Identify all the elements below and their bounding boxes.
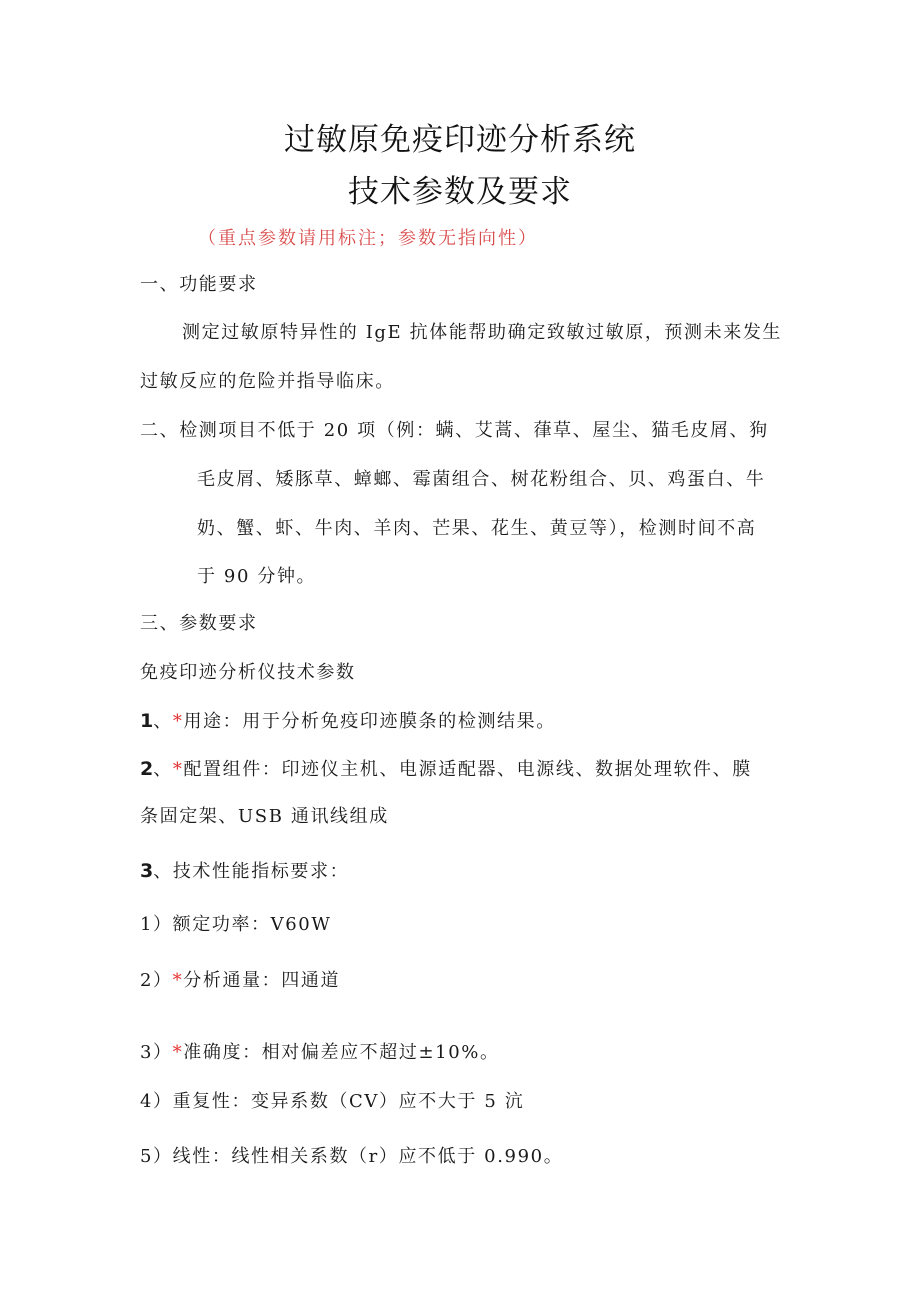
spec5-text: 线性：线性相关系数（r）应不低于 0.990。 xyxy=(172,1146,564,1167)
key-param-star: * xyxy=(172,711,184,732)
spec4-text: 重复性：变异系数（CV）应不大于 5 沆 xyxy=(172,1091,525,1112)
spec-row-2 xyxy=(140,967,340,995)
item2-row xyxy=(140,755,752,784)
spec2-prefix: 2） xyxy=(140,970,173,991)
item3-number: 3 xyxy=(140,860,154,882)
spec3-text: 准确度：相对偏差应不超过±10%。 xyxy=(183,1042,500,1063)
item1-number: 1 xyxy=(140,710,154,732)
item2-text: 配置组件：印迹仪主机、电源适配器、电源线、数据处理软件、膜 xyxy=(183,759,752,780)
spec-row-4 xyxy=(140,1088,524,1116)
section3-subheading: 免疫印迹分析仪技术参数 xyxy=(140,662,356,683)
spec1-text: 额定功率：V60W xyxy=(172,914,332,935)
section3-heading: 三、参数要求 xyxy=(140,613,258,634)
item2-continuation: 条固定架、USB 通讯线组成 xyxy=(140,806,389,827)
item1-row xyxy=(140,707,556,736)
item1-text: 用途：用于分析免疫印迹膜条的检测结果。 xyxy=(183,711,556,732)
item2-separator: 、 xyxy=(153,759,173,780)
section2-line4: 于 90 分钟。 xyxy=(197,566,317,587)
section1-heading: 一、功能要求 xyxy=(140,274,258,295)
item1-separator: 、 xyxy=(153,711,173,732)
spec5-prefix: 5） xyxy=(140,1146,173,1167)
key-param-star: * xyxy=(172,970,184,991)
section2-line2: 毛皮屑、矮豚草、蟑螂、霉菌组合、树花粉组合、贝、鸡蛋白、牛 xyxy=(197,469,766,490)
section1-paragraph-line2: 过敏反应的危险并指导临床。 xyxy=(140,371,395,392)
red-note: （重点参数请用标注；参数无指向性） xyxy=(198,228,538,249)
spec1-prefix: 1） xyxy=(140,914,173,935)
spec2-text: 分析通量：四通道 xyxy=(183,970,341,991)
section1-paragraph-line1: 测定过敏原特异性的 IgE 抗体能帮助确定致敏过敏原，预测未来发生 xyxy=(182,322,783,343)
key-param-star: * xyxy=(172,1042,184,1063)
section2-line1: 二、检测项目不低于 20 项（例：螨、艾蒿、葎草、屋尘、猫毛皮屑、狗 xyxy=(140,420,769,441)
item3-row xyxy=(140,857,349,886)
key-param-star: * xyxy=(172,759,184,780)
spec-row-1 xyxy=(140,911,331,939)
spec-row-3 xyxy=(140,1039,500,1067)
document-title-line1: 过敏原免疫印迹分析系统 xyxy=(284,122,636,158)
item3-text: 、技术性能指标要求： xyxy=(153,861,350,882)
item2-number: 2 xyxy=(140,758,154,780)
document-title-line2: 技术参数及要求 xyxy=(348,174,572,210)
spec4-prefix: 4） xyxy=(140,1091,173,1112)
section2-line3: 奶、蟹、虾、牛肉、羊肉、芒果、花生、黄豆等），检测时间不高 xyxy=(197,518,757,539)
spec3-prefix: 3） xyxy=(140,1042,173,1063)
spec-row-5 xyxy=(140,1143,563,1171)
